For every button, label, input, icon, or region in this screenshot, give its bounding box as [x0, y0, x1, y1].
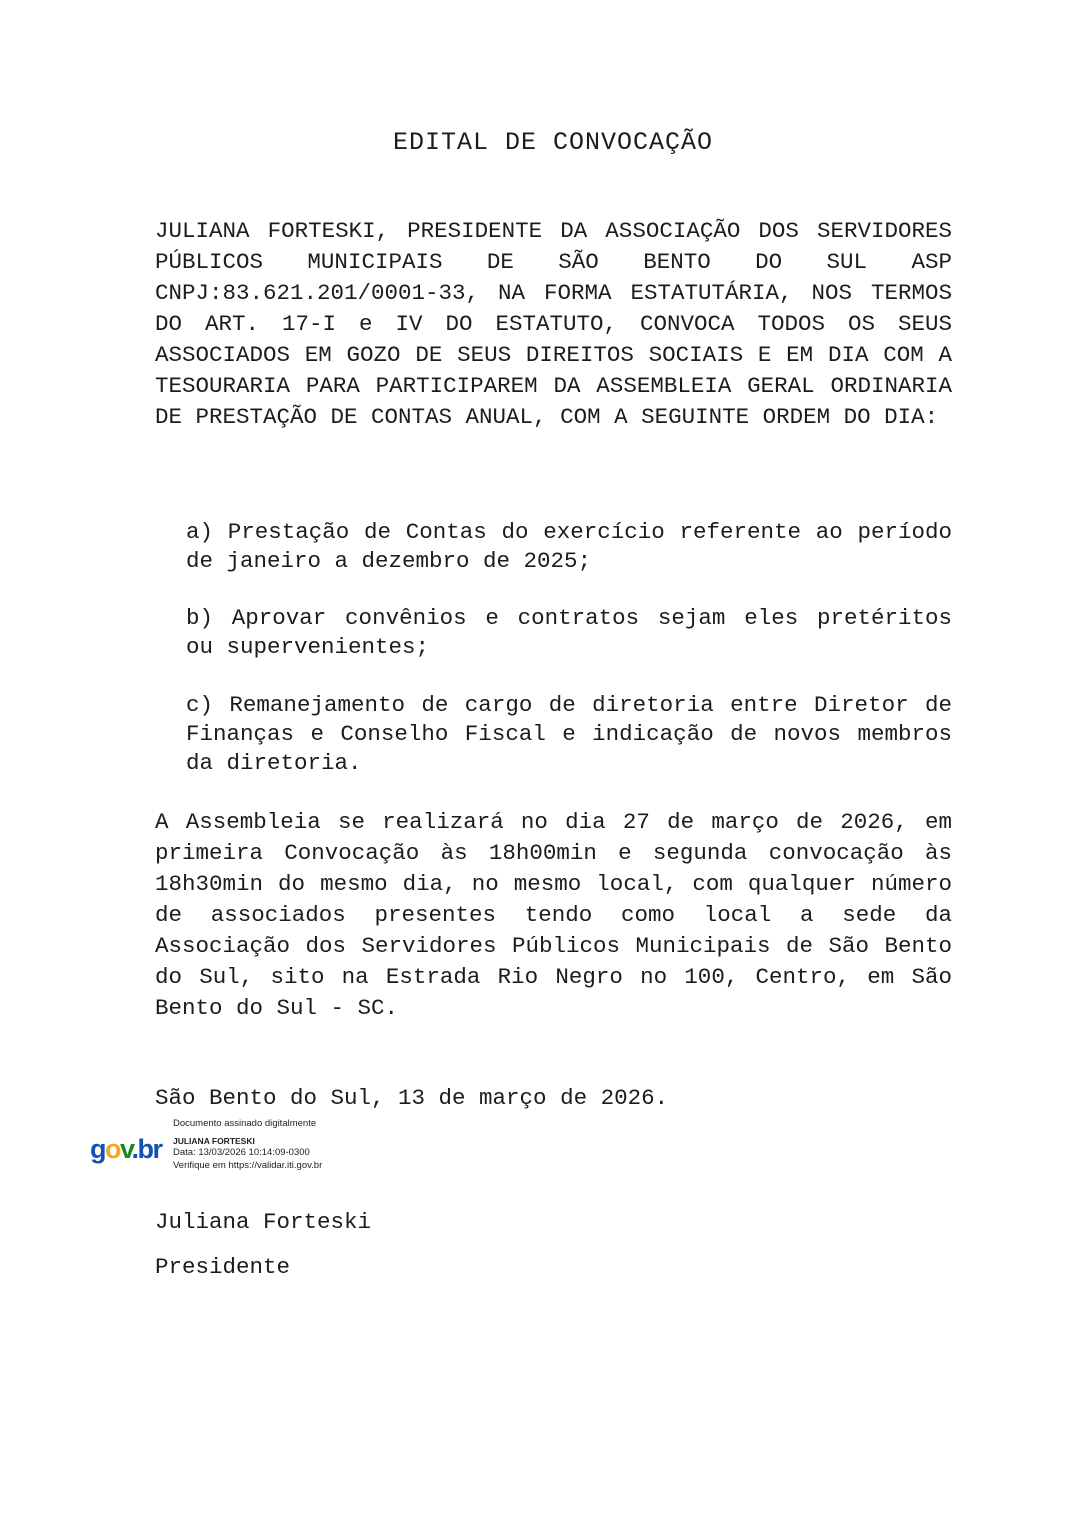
place-date: São Bento do Sul, 13 de março de 2026. — [155, 1085, 669, 1111]
signature-date: Data: 13/03/2026 10:14:09-0300 — [173, 1147, 310, 1158]
signer-role: Presidente — [155, 1254, 291, 1280]
digital-signature-stamp — [88, 1118, 388, 1182]
agenda-item-a: a) Prestação de Contas do exercício referente ao período de janeiro a dezembro de 2025; — [186, 519, 952, 574]
govbr-logo: gov.br — [90, 1134, 162, 1164]
signature-signer: JULIANA FORTESKI — [173, 1135, 255, 1146]
agenda-item-c: c) Remanejamento de cargo de diretoria entre Diretor de Finanças e Conselho Fiscal e indicação de novos membros da diretoria. — [186, 692, 952, 776]
document-title: EDITAL DE CONVOCAÇÃO — [392, 128, 714, 157]
agenda-item-b: b) Aprovar convênios e contratos sejam eles pretéritos ou supervenientes; — [186, 605, 952, 660]
signature-verify: Verifique em https://validar.iti.gov.br — [173, 1159, 323, 1171]
signature-details — [173, 1118, 322, 1172]
intro-paragraph: JULIANA FORTESKI, PRESIDENTE DA ASSOCIAÇÃO DOS SERVIDORES PÚBLICOS MUNICIPAIS DE SÃO BENTO DO SUL ASP CNPJ:83.621.201/0001-33, NA FORMA ESTATUTÁRIA, NOS TERMOS DO ART. 17-I e IV DO ESTATUTO, CONVOCA TODOS OS SEUS ASSOCIADOS EM GOZO DE SEUS DIREITOS SOCIAIS E EM DIA COM A TESOURARIA PARA PARTICIPAREM DA ASSEMBLEIA GERAL ORDINARIA DE PRESTAÇÃO DE CONTAS ANUAL, COM A SEGUINTE ORDEM DO DIA: — [155, 218, 952, 430]
signature-header: Documento assinado digitalmente — [173, 1118, 317, 1129]
meeting-paragraph: A Assembleia se realizará no dia 27 de março de 2026, em primeira Convocação às 18h00min e segunda convocação às 18h30min do mesmo dia, no mesmo local, com qualquer número de associados presentes tendo como local a sede da Associação dos Servidores Públicos Municipais de São Bento do Sul, sito na Estrada Rio Negro no 100, Centro, em São Bento do Sul - SC. — [155, 809, 952, 1021]
signer-name: Juliana Forteski — [155, 1209, 372, 1235]
